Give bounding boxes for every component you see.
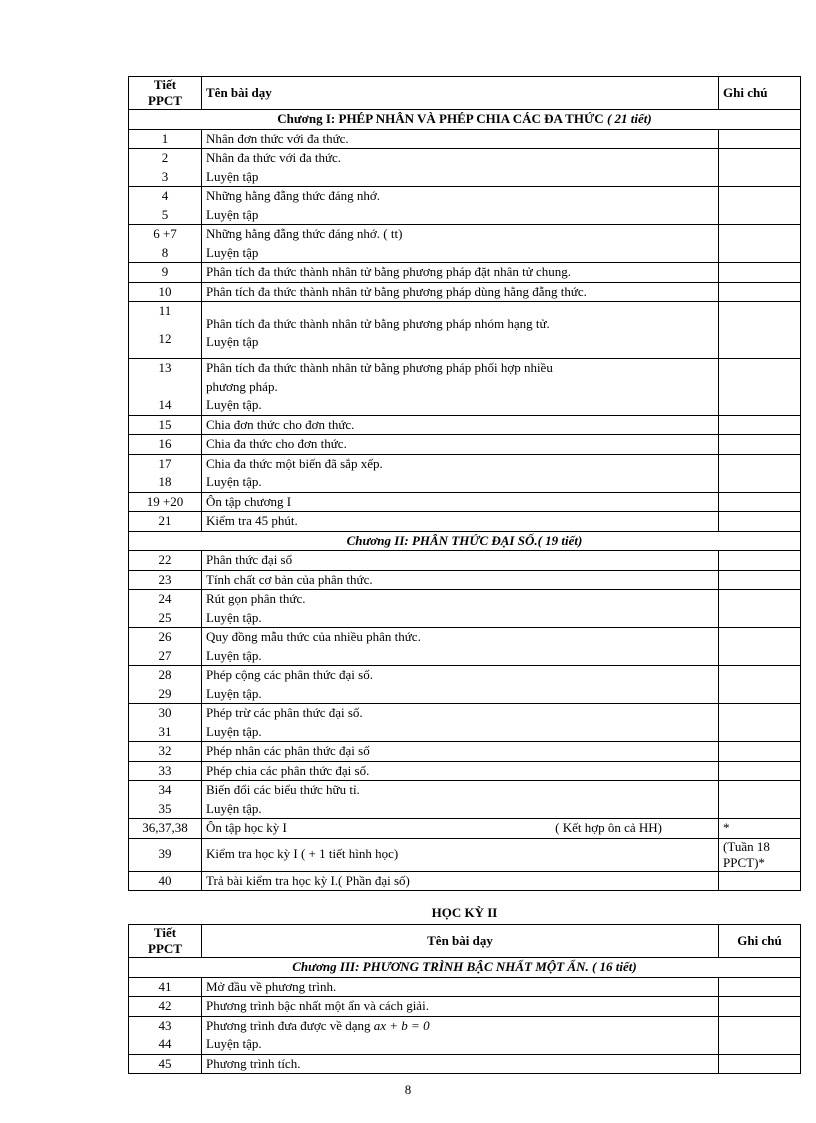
lesson-cell: Phân tích đa thức thành nhân tử bằng phương pháp dùng hằng đẵng thức. (202, 282, 719, 302)
lesson-cell: Quy đồng mẫu thức của nhiều phân thức. Luyện tập. (202, 628, 719, 666)
note-cell (719, 359, 801, 416)
lesson-cell: Chia đa thức cho đơn thức. (202, 435, 719, 455)
chapter-3-title: Chương III: PHƯƠNG TRÌNH BẬC NHẤT MỘT ẨN. ( 16 tiết) (129, 958, 801, 978)
curriculum-table-semester-1 (128, 76, 801, 891)
note-cell (719, 435, 801, 455)
note-cell (719, 302, 801, 359)
note-cell (719, 742, 801, 762)
note-cell (719, 761, 801, 781)
note-cell (719, 1054, 801, 1074)
note-cell (719, 977, 801, 997)
period-cell: 22 (129, 551, 202, 571)
period-cell: 4 5 (129, 187, 202, 225)
lesson-cell: Phép trừ các phân thức đại số. Luyện tập. (202, 704, 719, 742)
table-row (129, 512, 801, 532)
equation: ax + b = 0 (373, 1017, 430, 1033)
note-cell (719, 454, 801, 492)
lesson-cell: Mở đầu về phương trình. (202, 977, 719, 997)
table-row (129, 225, 801, 263)
chapter-1-row (129, 110, 801, 130)
note-cell (719, 492, 801, 512)
chapter-2-row (129, 531, 801, 551)
header-period: Tiết PPCT (129, 925, 202, 958)
note-cell (719, 149, 801, 187)
chapter-1-title: Chương I: PHÉP NHÂN VÀ PHÉP CHIA CÁC ĐA THỨC ( 21 tiết) (129, 110, 801, 130)
table-row (129, 819, 801, 839)
table-row (129, 454, 801, 492)
lesson-cell: Phương trình bậc nhất một ẩn và cách giải. (202, 997, 719, 1017)
period-cell: 11 12 (129, 302, 202, 359)
period-cell: 28 29 (129, 666, 202, 704)
header-lesson: Tên bài dạy (202, 925, 719, 958)
note-cell (719, 628, 801, 666)
period-cell: 26 27 (129, 628, 202, 666)
lesson-cell: Những hằng đẵng thức đáng nhớ. ( tt) Luyện tập (202, 225, 719, 263)
note-cell: * (719, 819, 801, 839)
period-cell: 1 (129, 129, 202, 149)
header-lesson: Tên bài dạy (202, 77, 719, 110)
lesson-cell: Phân thức đại số (202, 551, 719, 571)
note-cell (719, 551, 801, 571)
table-row (129, 570, 801, 590)
lesson-cell: Kiểm tra học kỳ I ( + 1 tiết hình học) (202, 838, 719, 871)
note-cell (719, 187, 801, 225)
lesson-cell: Nhân đơn thức với đa thức. (202, 129, 719, 149)
lesson-cell: Nhân đa thức với đa thức. Luyện tập (202, 149, 719, 187)
table-row (129, 628, 801, 666)
header-period: Tiết PPCT (129, 77, 202, 110)
semester-2-heading: HỌC KỲ II (431, 905, 498, 920)
note-cell (719, 263, 801, 283)
note-cell: (Tuần 18 PPCT)* (719, 838, 801, 871)
period-cell: 45 (129, 1054, 202, 1074)
table-row (129, 1054, 801, 1074)
lesson-cell: Những hằng đẵng thức đáng nhớ. Luyện tập (202, 187, 719, 225)
note-cell (719, 666, 801, 704)
table-row (129, 666, 801, 704)
lesson-cell: Trả bài kiểm tra học kỳ I.( Phần đại số) (202, 871, 719, 891)
note-cell (719, 590, 801, 628)
lesson-cell: Phép nhân các phân thức đại số (202, 742, 719, 762)
period-cell: 19 +20 (129, 492, 202, 512)
lesson-cell: Phương trình đưa được về dạng ax + b = 0 Luyện tập. (202, 1016, 719, 1054)
note-cell (719, 781, 801, 819)
note-cell (719, 997, 801, 1017)
note-cell (719, 415, 801, 435)
lesson-cell: Phân tích đa thức thành nhân tử bằng phương pháp phối hợp nhiều phương pháp. Luyện tập. (202, 359, 719, 416)
lesson-cell: Biến đổi các biểu thức hữu tỉ. Luyện tập. (202, 781, 719, 819)
period-cell: 15 (129, 415, 202, 435)
period-cell: 23 (129, 570, 202, 590)
note-cell (719, 1016, 801, 1054)
lesson-cell: Tính chất cơ bản của phân thức. (202, 570, 719, 590)
table-row (129, 435, 801, 455)
period-cell: 9 (129, 263, 202, 283)
table-row (129, 415, 801, 435)
table-row (129, 997, 801, 1017)
note-cell (719, 570, 801, 590)
table-row (129, 187, 801, 225)
table-row (129, 551, 801, 571)
lesson-cell: Phân tích đa thức thành nhân tử bằng phương pháp đặt nhân tử chung. (202, 263, 719, 283)
table-row (129, 282, 801, 302)
table-row (129, 742, 801, 762)
period-cell: 42 (129, 997, 202, 1017)
table-row (129, 263, 801, 283)
table-row (129, 704, 801, 742)
lesson-cell: Phương trình tích. (202, 1054, 719, 1074)
note-cell (719, 512, 801, 532)
period-cell: 41 (129, 977, 202, 997)
period-cell: 34 35 (129, 781, 202, 819)
lesson-cell: Ôn tập chương I (202, 492, 719, 512)
curriculum-table-semester-2 (128, 924, 801, 1074)
lesson-cell: Chia đơn thức cho đơn thức. (202, 415, 719, 435)
note-cell (719, 282, 801, 302)
note-cell (719, 225, 801, 263)
lesson-cell: Phép chia các phân thức đại số. (202, 761, 719, 781)
period-cell: 32 (129, 742, 202, 762)
table-row (129, 1016, 801, 1054)
note-cell (719, 129, 801, 149)
note-cell (719, 704, 801, 742)
table-row (129, 838, 801, 871)
table-row (129, 302, 801, 359)
period-cell: 2 3 (129, 149, 202, 187)
page-number: 8 (404, 1082, 412, 1097)
table-row (129, 590, 801, 628)
table-row (129, 492, 801, 512)
lesson-cell: Phân tích đa thức thành nhân tử bằng phương pháp nhóm hạng tử. Luyện tập (202, 302, 719, 359)
table-row (129, 359, 801, 416)
lesson-cell: Chia đa thức một biến đã sắp xếp. Luyện tập. (202, 454, 719, 492)
period-cell: 6 +7 8 (129, 225, 202, 263)
note-cell (719, 871, 801, 891)
table-header-row (129, 77, 801, 110)
chapter-3-row (129, 958, 801, 978)
table-row (129, 149, 801, 187)
lesson-cell: Phép cộng các phân thức đại số. Luyện tập. (202, 666, 719, 704)
table-row (129, 871, 801, 891)
period-cell: 36,37,38 (129, 819, 202, 839)
period-cell: 39 (129, 838, 202, 871)
table-header-row (129, 925, 801, 958)
period-cell: 40 (129, 871, 202, 891)
period-cell: 21 (129, 512, 202, 532)
period-cell: 24 25 (129, 590, 202, 628)
lesson-cell: Kiểm tra 45 phút. (202, 512, 719, 532)
chapter-2-title: Chương II: PHÂN THỨC ĐẠI SỐ.( 19 tiết) (129, 531, 801, 551)
table-row (129, 129, 801, 149)
table-row (129, 781, 801, 819)
period-cell: 43 44 (129, 1016, 202, 1054)
period-cell: 16 (129, 435, 202, 455)
period-cell: 13 14 (129, 359, 202, 416)
period-cell: 10 (129, 282, 202, 302)
period-cell: 30 31 (129, 704, 202, 742)
header-note: Ghi chú (719, 77, 801, 110)
table-row (129, 977, 801, 997)
lesson-cell: Rút gọn phân thức. Luyện tập. (202, 590, 719, 628)
lesson-cell: Ôn tập học kỳ I ( Kết hợp ôn cả HH) (202, 819, 719, 839)
header-note: Ghi chú (719, 925, 801, 958)
period-cell: 33 (129, 761, 202, 781)
period-cell: 17 18 (129, 454, 202, 492)
table-row (129, 761, 801, 781)
